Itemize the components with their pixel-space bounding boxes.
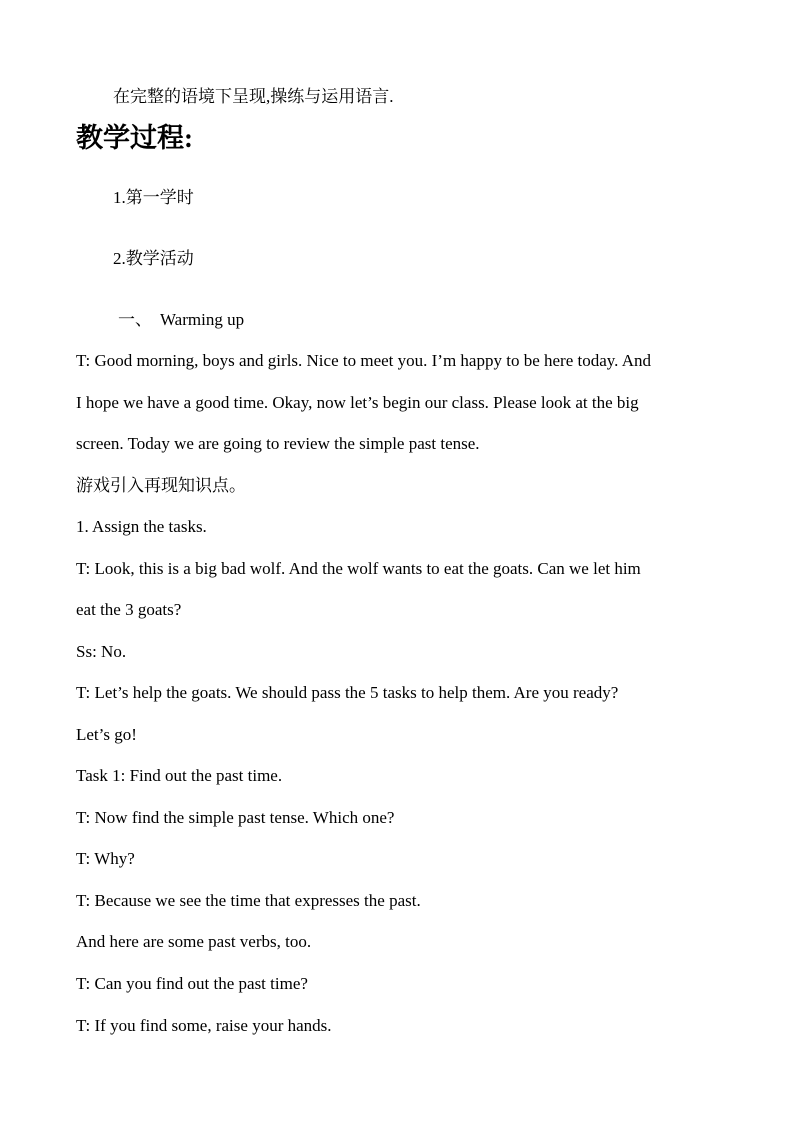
- outline-item-1: 1.第一学时: [113, 188, 194, 207]
- outline-item-2: 2.教学活动: [113, 249, 194, 268]
- paragraph-line: 游戏引入再现知识点。: [76, 476, 246, 495]
- paragraph-line: T: Why?: [76, 849, 135, 868]
- paragraph-line: T: Let’s help the goats. We should pass the 5 tasks to help them. Are you ready?: [76, 683, 619, 702]
- intro-line: 在完整的语境下呈现,操练与运用语言.: [113, 87, 394, 106]
- paragraph-line: T: Because we see the time that expresses the past.: [76, 891, 421, 910]
- paragraph-line: T: Look, this is a big bad wolf. And the wolf wants to eat the goats. Can we let him: [76, 559, 641, 578]
- paragraph-line: 1. Assign the tasks.: [76, 517, 207, 536]
- paragraph-line: I hope we have a good time. Okay, now let’s begin our class. Please look at the big: [76, 393, 639, 412]
- subsection-number: 一、: [118, 310, 152, 329]
- paragraph-line: T: Now find the simple past tense. Which one?: [76, 808, 395, 827]
- paragraph-line: T: Good morning, boys and girls. Nice to meet you. I’m happy to be here today. And: [76, 351, 651, 370]
- subsection-heading: [118, 310, 244, 330]
- paragraph-line: Task 1: Find out the past time.: [76, 766, 283, 785]
- subsection-title: Warming up: [160, 310, 245, 329]
- paragraph-line: Ss: No.: [76, 642, 127, 661]
- paragraph-line: Let’s go!: [76, 725, 137, 744]
- paragraph-line: T: Can you find out the past time?: [76, 974, 308, 993]
- paragraph-line: T: If you find some, raise your hands.: [76, 1016, 332, 1035]
- paragraph-line: screen. Today we are going to review the simple past tense.: [76, 434, 480, 453]
- section-heading: 教学过程:: [76, 123, 193, 153]
- paragraph-line: And here are some past verbs, too.: [76, 932, 312, 951]
- paragraph-line: eat the 3 goats?: [76, 600, 182, 619]
